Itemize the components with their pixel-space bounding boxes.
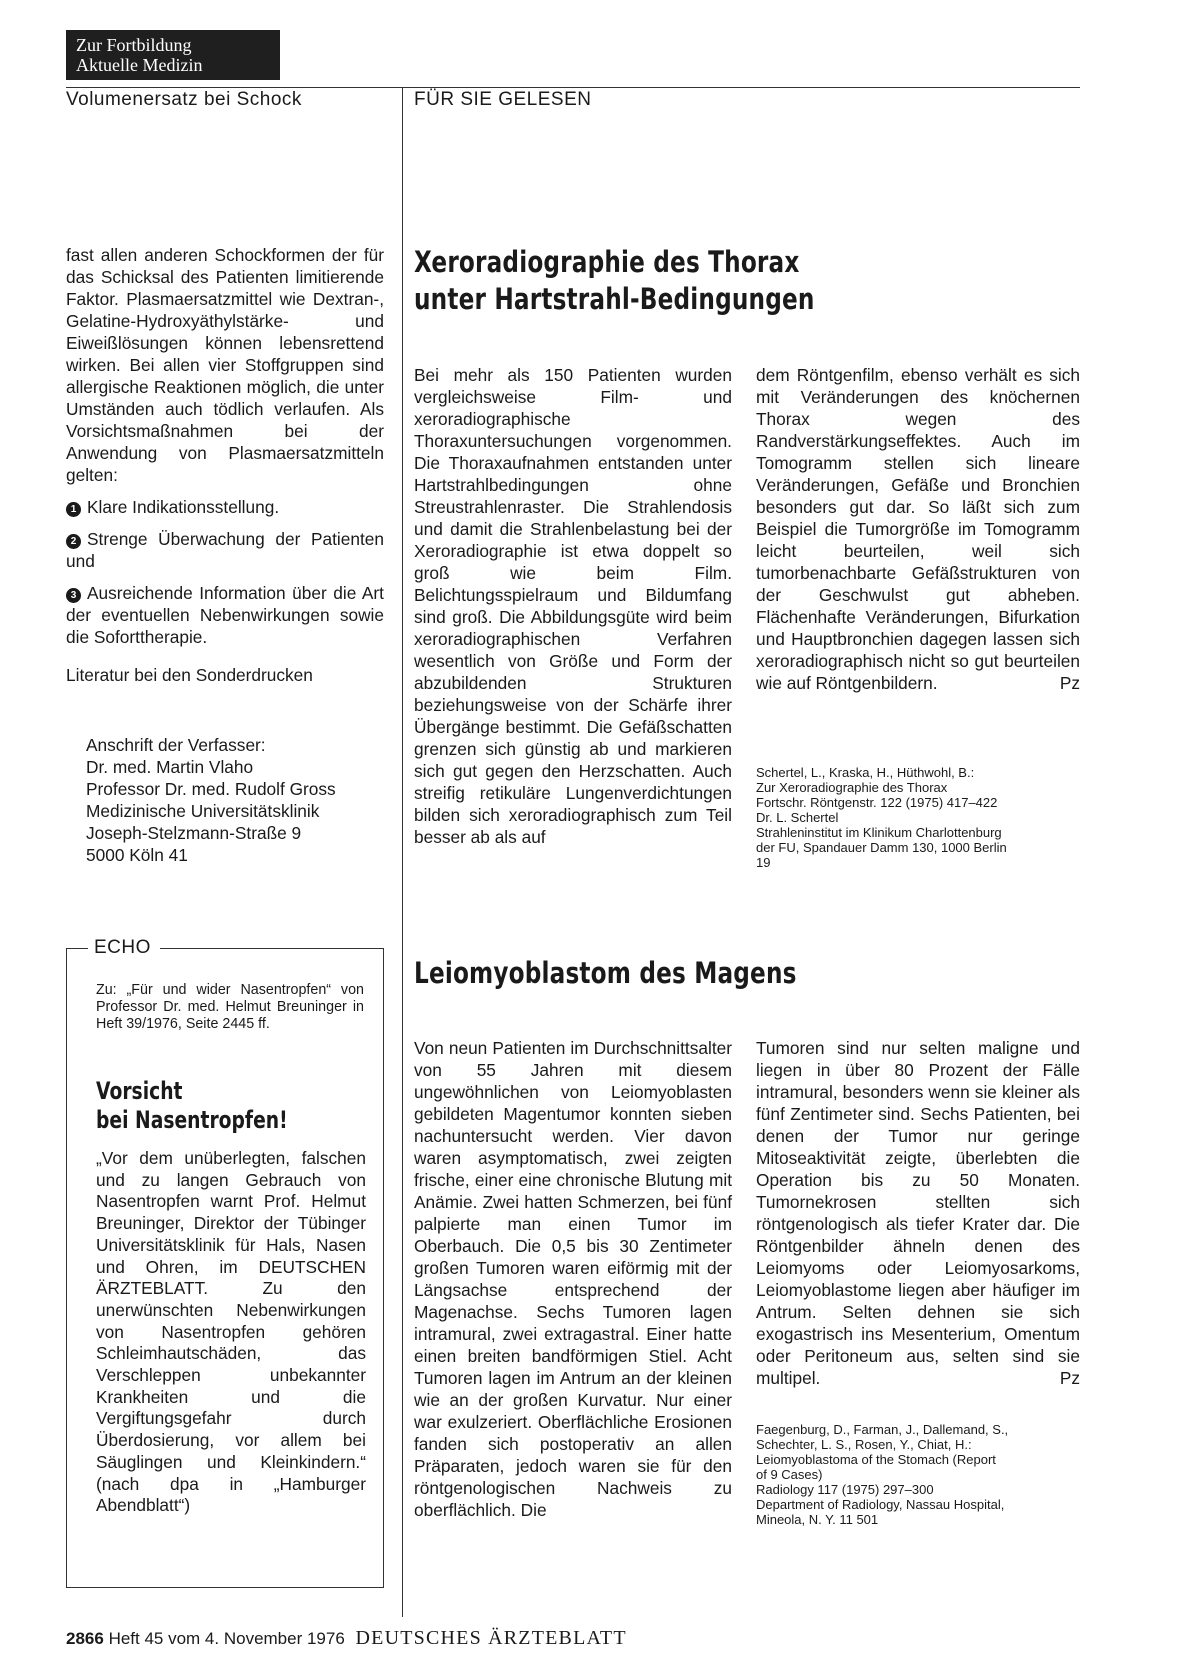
- author-address: Anschrift der Verfasser: Dr. med. Martin Vlaho Professor Dr. med. Rudolf Gross Medizinische Universitätsklinik Joseph-Stelzmann-Straße 9 5000 Köln 41: [86, 735, 336, 865]
- article2-signature: Pz: [1059, 1368, 1080, 1388]
- precaution-list: [66, 496, 384, 648]
- page-footer: [66, 1627, 627, 1650]
- article1-col1: Bei mehr als 150 Patienten wurden vergleichsweise Film- und xeroradiographische Thoraxuntersuchungen vorgenommen. Die Thoraxaufnahmen entstanden unter Hartstrahlbedingungen ohne Streustrahlenraster. Die Strahlendosis und damit die Strahlenbelastung bei der Xeroradiographie ist etwa doppelt so groß wie beim Film. Belichtungsspielraum und Bildumfang sind groß. Die Abbildungsgüte wird beim xeroradiographischen Verfahren wesentlich von Größe und Form der abzubildenden Strukturen beziehungsweise von der Schärfe ihrer Übergänge bestimmt. Die Gefäßschatten grenzen sich günstig ab und markieren sich gut gegen den Herzschatten. Auch streifig retikuläre Lungenverdichtungen bilden sich xeroradiographisch zum Teil besser ab als auf: [414, 365, 732, 847]
- right-section-label: FÜR SIE GELESEN: [414, 89, 592, 110]
- list-item: 3 Ausreichende Information über die Art der eventuellen Nebenwirkungen sowie die Soforttherapie.: [66, 583, 384, 647]
- list-item: 2 Strenge Überwachung der Patienten und: [66, 529, 384, 571]
- article2-title: Leiomyoblastom des Magens: [414, 956, 797, 990]
- badge-line-1: Zur Fortbildung: [76, 35, 192, 55]
- echo-label: ECHO: [94, 937, 151, 958]
- left-paragraph: fast allen anderen Schockformen der für das Schicksal des Patienten limitierende Faktor. Plasmaersatzmittel wie Dextran-, Gelatine-Hydroxyäthylstärke- und Eiweißlösungen können lebensrettend wirken. Bei allen vier Stoffgruppen sind allergische Reaktionen möglich, die unter Umständen auch tödlich verlaufen. Als Vorsichtsmaßnahmen bei der Anwendung von Plasmaersatzmitteln gelten:: [66, 245, 384, 485]
- article2-reference: Faegenburg, D., Farman, J., Dallemand, S., Schechter, L. S., Rosen, Y., Chiat, H.: Leiomyoblastoma of the Stomach (Report of 9 Cases) Radiology 117 (1975) 297–300 Department of Radiology, Nassau Hospital, Mineola, N. Y. 11 501: [756, 1422, 1009, 1527]
- left-section-label: Volumenersatz bei Schock: [66, 89, 302, 110]
- issue-info: Heft 45 vom 4. November 1976: [108, 1629, 345, 1648]
- list-item: 1 Klare Indikationsstellung.: [66, 496, 384, 518]
- left-column-text: [66, 244, 384, 686]
- echo-intro: Zu: „Für und wider Nasentropfen“ von Professor Dr. med. Helmut Breuninger in Heft 39/1976, Seite 2445 ff.: [96, 982, 364, 1032]
- article1-reference: Schertel, L., Kraska, H., Hüthwohl, B.: Zur Xeroradiographie des Thorax Fortschr. Röntgenstr. 122 (1975) 417–422 Dr. L. Schertel Strahleninstitut im Klinikum Charlottenburg der FU, Spandauer Damm 130, 1000 Berlin 19: [756, 765, 1007, 870]
- column-divider: [402, 87, 403, 1617]
- literature-note: Literatur bei den Sonderdrucken: [66, 665, 313, 685]
- echo-body: „Vor dem unüberlegten, falschen und zu langen Gebrauch von Nasentropfen warnt Prof. Helmut Breuninger, Direktor der Tübinger Universitätsklinik für Hals, Nasen und Ohren, im DEUTSCHEN ÄRZTEBLATT. Zu den unerwünschten Nebenwirkungen von Nasentropfen gehören Schleimhautschäden, das Verschleppen unbekannter Krankheiten und die Vergiftungsgefahr durch Überdosierung, vor allem bei Säuglingen und Kleinkindern.“ (nach dpa in „Hamburger Abendblatt“): [96, 1148, 366, 1516]
- numbered-bullet-icon: 1: [66, 502, 81, 517]
- article2-col2: Tumoren sind nur selten maligne und liegen in über 80 Prozent der Fälle intramural, besonders wenn sie kleiner als fünf Zentimeter sind. Sechs Patienten, bei denen der Tumor nur geringe Mitoseaktivität zeigte, überlebten die Operation bis zu 50 Monaten. Tumornekrosen stellten sich röntgenologisch als tiefer Krater dar. Die Röntgenbilder ähneln denen des Leiomyoms oder Leiomyosarkoms, Leiomyoblastome liegen aber häufiger im Antrum. Selten dehnen sie sich exogastrisch ins Mesenterium, Omentum oder Peritoneum aus, selten sind sie multipel. Pz: [756, 1038, 1080, 1388]
- section-badge: [66, 30, 280, 80]
- page-number: 2866: [66, 1629, 104, 1648]
- echo-box-top-rule: [66, 948, 88, 949]
- echo-heading: Vorsicht bei Nasentropfen!: [96, 1077, 288, 1134]
- article1-title: Xeroradiographie des Thorax unter Hartstrahl-Bedingungen: [414, 245, 815, 316]
- echo-box-top-rule: [160, 948, 384, 949]
- badge-line-2: Aktuelle Medizin: [76, 55, 203, 75]
- article2-col1: Von neun Patienten im Durchschnittsalter von 55 Jahren mit diesem ungewöhnlichen von Leiomyoblasten gebildeten Magentumor konnten sieben nachuntersucht werden. Vier davon waren asymptomatisch, zwei zeigten frische, einer eine chronische Blutung mit Anämie. Zwei hatten Schmerzen, bei fünf palpierte man einen Tumor im Oberbauch. Die 0,5 bis 30 Zentimeter großen Tumoren waren eiförmig mit der Längsachse entsprechend der Magenachse. Sechs Tumoren lagen intramural, zwei extragastral. Einer hatte einen breiten bandförmigen Stiel. Acht Tumoren lagen im Antrum an der kleinen wie an der großen Kurvatur. Nur einer war exulzeriert. Oberflächliche Erosionen fanden sich postoperativ an allen Präparaten, jedoch waren sie für den röntgenologischen Nachweis zu oberflächlich. Die: [414, 1038, 732, 1520]
- numbered-bullet-icon: 2: [66, 534, 81, 549]
- article1-col2: dem Röntgenfilm, ebenso verhält es sich mit Veränderungen des knöchernen Thorax wegen des Randverstärkungseffektes. Auch im Tomogramm stellen sich lineare Veränderungen, Gefäße und Bronchien besonders gut dar. So läßt sich zum Beispiel die Tumorgröße im Tomogramm leicht beurteilen, weil sich tumorbenachbarte Gefäßstrukturen von der Geschwulst gut abheben. Flächenhafte Veränderungen, Bifurkation und Hauptbronchien dagegen lassen sich xeroradiographisch nicht so gut beurteilen wie auf Röntgenbildern. Pz: [756, 365, 1080, 693]
- numbered-bullet-icon: 3: [66, 588, 81, 603]
- article1-signature: Pz: [1059, 673, 1080, 693]
- magazine-name: DEUTSCHES ÄRZTEBLATT: [355, 1627, 627, 1649]
